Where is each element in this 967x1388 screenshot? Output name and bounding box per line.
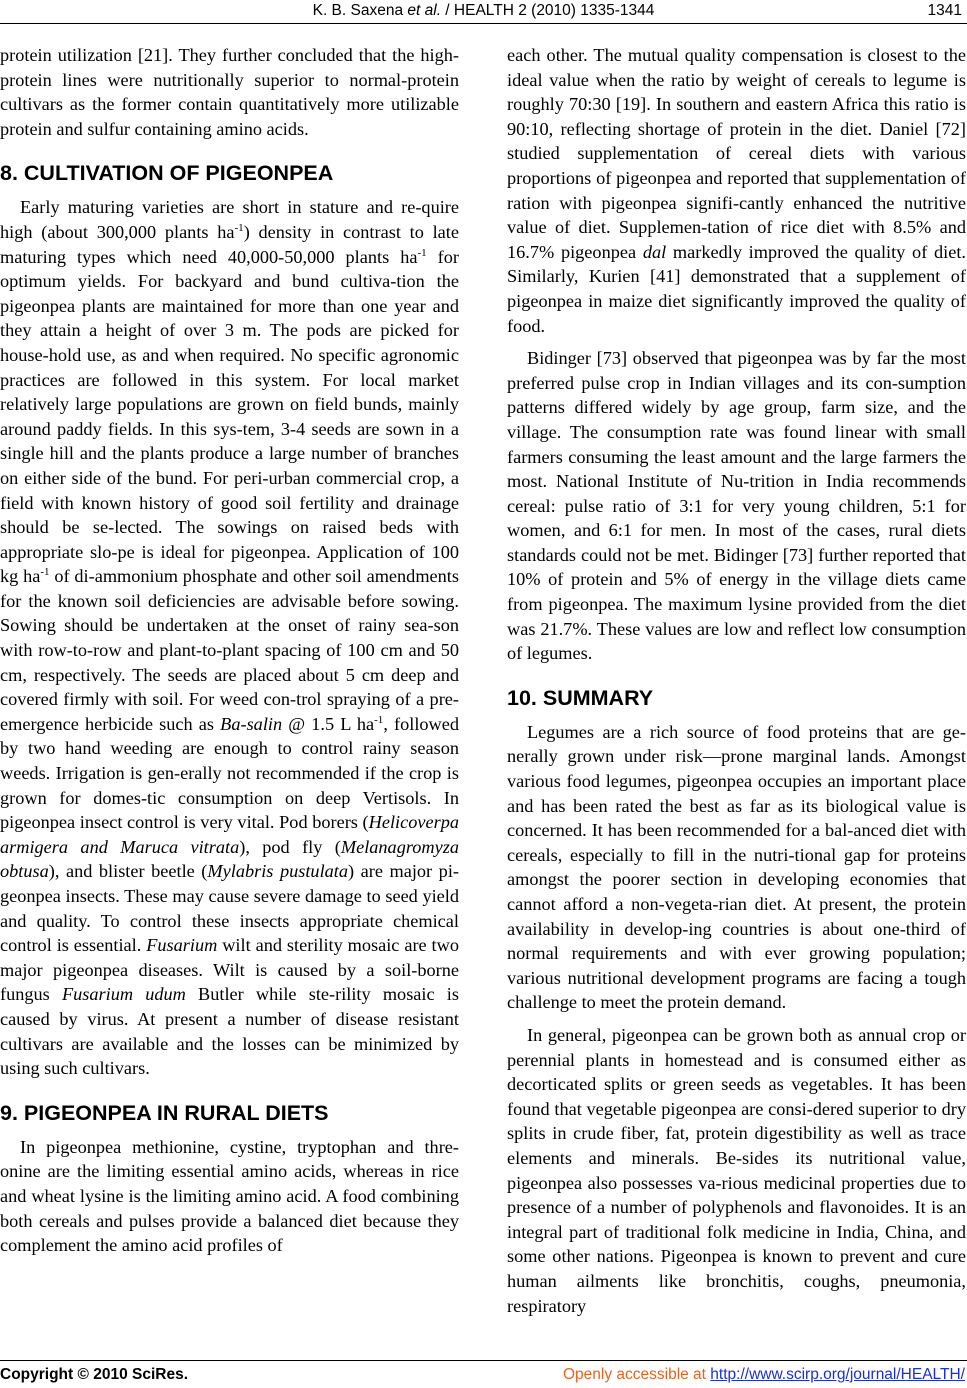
- paragraph: each other. The mutual quality compensation is closest to the ideal value when the ratio by weight of cereals to legume is roughly 70:30 [19]. In southern and eastern Africa this ratio is 90:10, reflecting shortage of protein in the diet. Daniel [72] studied supplementation of cereal diets with various proportions of pigeonpea and reported that supplementation of ration with pigeonpea signifi-cantly enhanced the nutritive value of diet. Supplemen-tation of rice diet with 8.5% and 16.7% pigeonpea dal markedly improved the quality of diet. Similarly, Kurien [41] demonstrated that a supplement of pigeonpea in maize diet significantly improved the quality of food.: [507, 45, 966, 336]
- paragraph: Legumes are a rich source of food proteins that are ge-nerally grown under risk—prone marginal lands. Amongst various food legumes, pigeonpea occupies an important place and has been rated the best as far as its biological value is concerned. It has been recommended for a bal-anced diet with cereals, especially to fill in the nutri-tional gap for proteins amongst the poorer section in developing economies that cannot afford a non-vegeta-rian diet. At present, the protein availability in develop-ing countries is about one-third of normal requirements and with ever growing population; various nutritional development programs are facing a tough challenge to meet the protein demand.: [507, 721, 966, 1013]
- paragraph: protein utilization [21]. They further concluded that the high-protein lines were nutritionally superior to normal-protein cultivars as the former contain quantitatively more utilizable protein and sulfur containing amino acids.: [0, 45, 459, 139]
- footer-rule: [0, 1360, 967, 1361]
- section-heading-8: 8. CULTIVATION OF PIGEONPEA: [0, 161, 334, 186]
- header-rule: [0, 23, 967, 24]
- right-column: [507, 43, 966, 1318]
- open-access-note: [563, 1366, 965, 1384]
- left-column: [0, 43, 459, 1258]
- paragraph: Bidinger [73] observed that pigeonpea was by far the most preferred pulse crop in Indian villages and its con-sumption patterns differed widely by age group, farm size, and the village. The consumption rate was found linear with small farmers consuming the least amount and the large farmers the most. National Institute of Nu-trition in India recommends cereal: pulse ratio of 3:1 for very young children, 5:1 for women, and 6:1 for men. In most of the cases, rural diets standards could not be met. Bidinger [73] further reported that 10% of protein and 5% of energy in the village diets came from pigeonpea. The maximum lysine provided from the diet was 21.7%. These values are low and reflect low consumption of legumes.: [507, 348, 966, 664]
- running-head-authors: K. B. Saxena: [312, 2, 408, 19]
- journal-link[interactable]: http://www.scirp.org/journal/HEALTH/: [710, 1366, 965, 1383]
- open-access-label: Openly accessible at: [562, 1366, 711, 1383]
- running-head: [0, 2, 967, 20]
- running-head-etal: et al.: [407, 2, 441, 19]
- section-heading-9: 9. PIGEONPEA IN RURAL DIETS: [0, 1100, 329, 1125]
- paragraph-cultivation: Early maturing varieties are short in stature and re-quire high (about 300,000 plants $ha^{-1}$) density in contrast to late maturing types which need 40,000-50,000 plants $ha^{-1}$ for optimum yields. For backyard and bund cultiva-tion the pigeonpea plants are maintained for more than one year and they attain a height of over 3 m. The pods are picked for house-hold use, as and when required. No specific agronomic practices are followed in this system. For local market relatively large populations are grown on field bunds, mainly around paddy fields. In this sys-tem, 3-4 seeds are sown in a single hill and the plants produce a large number of branches on either side of the bund. For peri-urban commercial crop, a field with known history of good soil fertility and drainage should be se-lected. The sowings on raised beds with appropriate slo-pe is ideal for pigeonpea. Application of 100 kg $ha^{-1}$ of di-ammonium phosphate and other soil amendments for the known soil deficiencies are advisable before sowing. Sowing should be undertaken at the onset of rainy sea-son with row-to-row and plant-to-plant spacing of 100 cm and 50 cm, respectively. The seeds are placed about 5 cm deep and covered firmly with soil. For weed con-trol spraying of a pre-emergence herbicide such as Ba-salin @ 1.5 L $ha^{-1}$, followed by two hand weeding are enough to control rainy season weeds. Irrigation is gen-erally not recommended if the crop is grown for domes-tic consumption on deep Vertisols. In pigeonpea insect control is very vital. Pod borers (Helicoverpa armigera and Maruca vitrata), pod fly (Melanagromyza obtusa), and blister beetle (Mylabris pustulata) are major pi-geonpea insects. These may cause severe damage to seed yield and quality. To control these insects appropriate chemical control is essential. Fusarium wilt and sterility mosaic are two major pigeonpea diseases. Wilt is caused by a soil-borne fungus Fusarium udum Butler while ste-rility mosaic is caused by virus. At present a number of disease resistant cultivars are available and the losses can be minimized by using such cultivars.: [0, 197, 460, 1079]
- page-footer: [0, 1366, 967, 1388]
- page-header: [0, 2, 967, 24]
- page-number: 1341: [927, 2, 962, 19]
- running-head-journal: / HEALTH 2 (2010) 1335-1344: [441, 2, 655, 19]
- paragraph: In pigeonpea methionine, cystine, tryptophan and thre-onine are the limiting essential amino acids, whereas in rice and wheat lysine is the limiting amino acid. A food combining both cereals and pulses provide a balanced diet because they complement the amino acid profiles of: [0, 1136, 459, 1256]
- paragraph: In general, pigeonpea can be grown both as annual crop or perennial plants in homestead and is consumed either as decorticated splits or green seeds as vegetables. It has been found that vegetable pigeonpea are consi-dered superior to dry splits in crude fiber, fat, protein digestibility as well as trace elements and minerals. Be-sides its nutritional value, pigeonpea also possesses va-rious medicinal properties due to presence of a number of polyphenols and flavonoides. It is an integral part of traditional folk medicine in India, China, and some other nations. Pigeonpea is known to prevent and cure human ailments like bronchitis, coughs, pneumonia, respiratory: [507, 1024, 966, 1316]
- copyright: Copyright © 2010 SciRes.: [0, 1366, 189, 1383]
- section-heading-10: 10. SUMMARY: [507, 685, 654, 710]
